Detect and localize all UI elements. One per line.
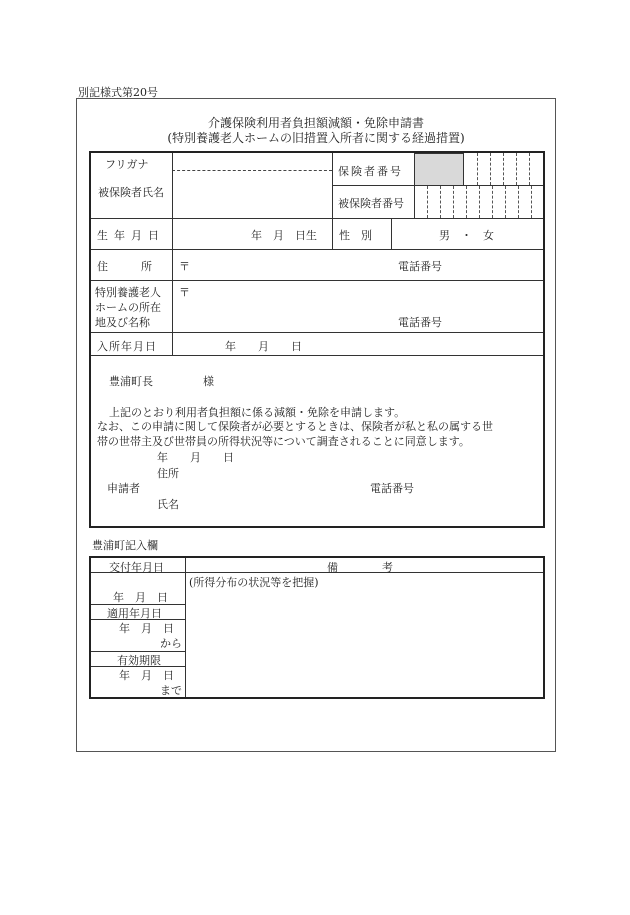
address-phone-label: 電話番号 bbox=[398, 260, 442, 273]
issue-date-header: 交付年月日 bbox=[109, 561, 164, 574]
office-use-table bbox=[89, 556, 545, 699]
effective-date-label: 適用年月日 bbox=[107, 607, 162, 620]
digit-separator bbox=[490, 153, 491, 185]
furigana-label: フリガナ bbox=[105, 158, 149, 171]
home-location-label-1: 特別養護老人 bbox=[95, 286, 161, 299]
row-divider bbox=[91, 355, 543, 356]
address-label: 住 所 bbox=[97, 260, 152, 273]
applicant-phone-label: 電話番号 bbox=[370, 482, 414, 495]
remarks-header: 備 考 bbox=[327, 561, 393, 574]
column-divider bbox=[332, 153, 333, 249]
home-postal-mark: 〒 bbox=[179, 286, 190, 299]
column-divider bbox=[391, 218, 392, 249]
home-location-label-2: ホームの所在 bbox=[95, 301, 161, 314]
home-location-label-3: 地及び名称 bbox=[95, 316, 150, 329]
sex-options: 男 ・ 女 bbox=[439, 229, 494, 242]
office-section-title: 豊浦町記入欄 bbox=[92, 539, 158, 552]
validity-date-value: 年 月 日 bbox=[119, 669, 174, 682]
recipient-mayor: 豊浦町長 bbox=[109, 375, 153, 388]
declaration-date: 年 月 日 bbox=[157, 451, 234, 464]
birth-date-value: 年 月 日生 bbox=[251, 229, 317, 242]
digit-separator bbox=[531, 186, 532, 218]
sex-label: 性 別 bbox=[339, 229, 372, 242]
issue-date-value: 年 月 日 bbox=[113, 591, 168, 604]
until-label: まで bbox=[160, 684, 182, 697]
insured-name-label: 被保険者氏名 bbox=[98, 186, 164, 199]
birth-date-label: 生年月日 bbox=[97, 229, 165, 242]
digit-separator bbox=[516, 153, 517, 185]
admission-date-label: 入所年月日 bbox=[97, 340, 157, 353]
effective-date-value: 年 月 日 bbox=[119, 622, 174, 635]
applicant-name-label: 氏名 bbox=[157, 498, 179, 511]
application-form bbox=[89, 151, 545, 528]
declaration-line-3: 帯の世帯主及び世帯員の所得状況等について調査されることに同意します。 bbox=[97, 435, 470, 448]
remarks-note: (所得分布の状況等を把握) bbox=[189, 576, 319, 589]
insurer-number-shaded-cell bbox=[414, 153, 464, 186]
digit-separator bbox=[518, 186, 519, 218]
declaration-line-2: なお、この申請に関して保険者が必要とするときは、保険者が私と私の属する世 bbox=[97, 420, 493, 433]
row-divider bbox=[91, 218, 543, 219]
row-divider bbox=[91, 280, 543, 281]
admission-date-value: 年 月 日 bbox=[225, 340, 302, 353]
digit-separator bbox=[440, 186, 441, 218]
column-divider bbox=[185, 558, 186, 697]
form-subtitle: (特別養護老人ホームの旧措置入所者に関する経過措置) bbox=[167, 131, 465, 145]
column-divider bbox=[172, 153, 173, 355]
digit-separator bbox=[453, 186, 454, 218]
declaration-line-1: 上記のとおり利用者負担額に係る減額・免除を申請します。 bbox=[109, 406, 406, 419]
digit-separator bbox=[477, 153, 478, 185]
applicant-address-label: 住所 bbox=[157, 467, 179, 480]
digit-separator bbox=[492, 186, 493, 218]
insurer-number-label: 保険者番号 bbox=[338, 165, 403, 178]
row-divider bbox=[91, 249, 543, 250]
digit-separator bbox=[505, 186, 506, 218]
row-divider bbox=[91, 332, 543, 333]
honorific: 様 bbox=[203, 375, 214, 388]
applicant-label: 申請者 bbox=[107, 482, 140, 495]
document-form-number: 別記様式第20号 bbox=[78, 86, 158, 99]
furigana-divider bbox=[172, 170, 332, 171]
from-label: から bbox=[160, 637, 182, 650]
insured-number-label: 被保険者番号 bbox=[338, 197, 404, 210]
digit-separator bbox=[427, 186, 428, 218]
digit-separator bbox=[479, 186, 480, 218]
form-title: 介護保険利用者負担額減額・免除申請書 bbox=[207, 116, 424, 130]
postal-mark: 〒 bbox=[179, 260, 190, 273]
digit-separator bbox=[503, 153, 504, 185]
home-phone-label: 電話番号 bbox=[398, 316, 442, 329]
validity-label: 有効期限 bbox=[117, 654, 161, 667]
digit-separator bbox=[466, 186, 467, 218]
digit-separator bbox=[529, 153, 530, 185]
